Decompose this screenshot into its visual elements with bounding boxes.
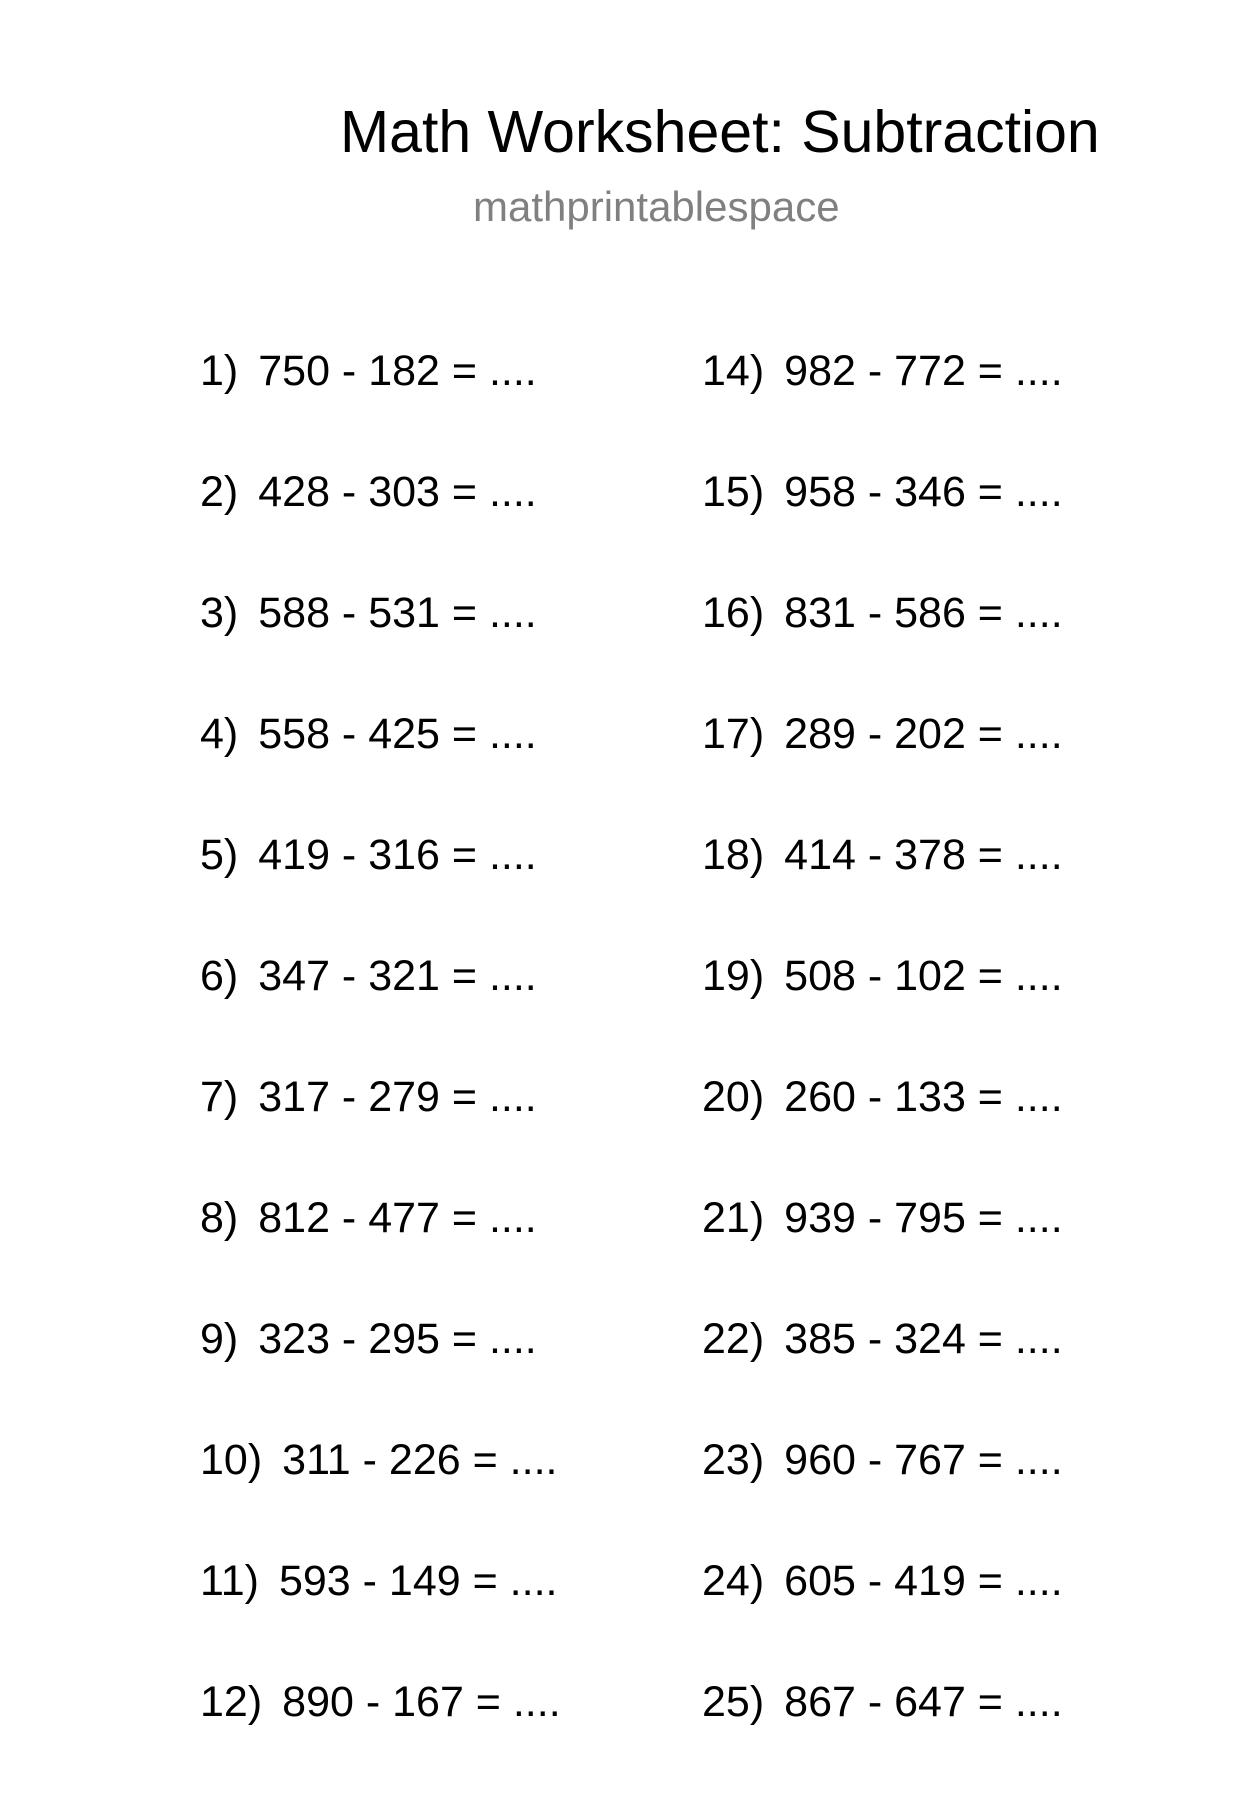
problem-expression: 558 - 425 = .... [258,710,537,758]
problem-number: 24) [702,1557,765,1605]
problem-expression: 260 - 133 = .... [784,1073,1063,1121]
problem-expression: 323 - 295 = .... [258,1315,537,1363]
problem-number: 12) [200,1678,263,1726]
problem-number: 15) [702,468,765,516]
problem-item [702,1435,1063,1556]
problem-item [702,588,1063,709]
problem-item [200,1435,561,1556]
problem-number: 11) [200,1557,259,1605]
problem-expression: 890 - 167 = .... [282,1678,561,1726]
problem-item [702,1314,1063,1435]
problem-expression: 812 - 477 = .... [258,1194,537,1242]
problem-number: 25) [702,1678,765,1726]
problem-expression: 982 - 772 = .... [784,347,1063,395]
problem-item [200,1193,561,1314]
problem-expression: 588 - 531 = .... [258,589,537,637]
problem-expression: 605 - 419 = .... [784,1557,1063,1605]
problem-item [702,1677,1063,1798]
problem-expression: 750 - 182 = .... [258,347,537,395]
problem-item [200,346,561,467]
problem-item [702,830,1063,951]
problem-item [200,1072,561,1193]
problem-number: 10) [200,1436,263,1484]
problem-number: 22) [702,1315,765,1363]
problem-expression: 960 - 767 = .... [784,1436,1063,1484]
problem-number: 5) [200,831,239,879]
problem-item [200,830,561,951]
left-problem-column [200,346,561,1798]
problem-expression: 347 - 321 = .... [258,952,537,1000]
problem-item [702,1072,1063,1193]
problem-number: 14) [702,347,765,395]
problem-item [702,346,1063,467]
worksheet-subtitle: mathprintablespace [473,183,840,230]
problem-expression: 414 - 378 = .... [784,831,1063,879]
problem-number: 9) [200,1315,239,1363]
problem-expression: 867 - 647 = .... [784,1678,1063,1726]
problem-number: 18) [702,831,765,879]
problem-expression: 428 - 303 = .... [258,468,537,516]
problem-number: 23) [702,1436,765,1484]
problem-item [702,1193,1063,1314]
problem-number: 6) [200,952,239,1000]
problem-number: 20) [702,1073,765,1121]
problem-expression: 958 - 346 = .... [784,468,1063,516]
worksheet-title: Math Worksheet: Subtraction [340,99,1100,165]
problem-number: 4) [200,710,239,758]
problem-number: 8) [200,1194,239,1242]
problem-expression: 317 - 279 = .... [258,1073,537,1121]
problem-item [702,709,1063,830]
problem-number: 17) [702,710,765,758]
problem-number: 21) [702,1194,765,1242]
problem-item [200,588,561,709]
problem-item [702,951,1063,1072]
problem-number: 7) [200,1073,239,1121]
problem-number: 1) [200,347,239,395]
problem-number: 19) [702,952,765,1000]
problem-item [702,1556,1063,1677]
problem-item [200,709,561,830]
problem-expression: 939 - 795 = .... [784,1194,1063,1242]
problem-number: 16) [702,589,765,637]
problem-expression: 419 - 316 = .... [258,831,537,879]
problem-number: 3) [200,589,239,637]
problem-expression: 831 - 586 = .... [784,589,1063,637]
problem-expression: 289 - 202 = .... [784,710,1063,758]
problem-item [702,467,1063,588]
problem-expression: 385 - 324 = .... [784,1315,1063,1363]
problem-item [200,1556,561,1677]
problem-item [200,951,561,1072]
problem-expression: 311 - 226 = .... [282,1436,558,1484]
problem-expression: 593 - 149 = .... [278,1557,558,1605]
problem-item [200,467,561,588]
problem-number: 2) [200,468,239,516]
problem-expression: 508 - 102 = .... [784,952,1063,1000]
right-problem-column [702,346,1063,1798]
problem-item [200,1314,561,1435]
problem-item [200,1677,561,1798]
